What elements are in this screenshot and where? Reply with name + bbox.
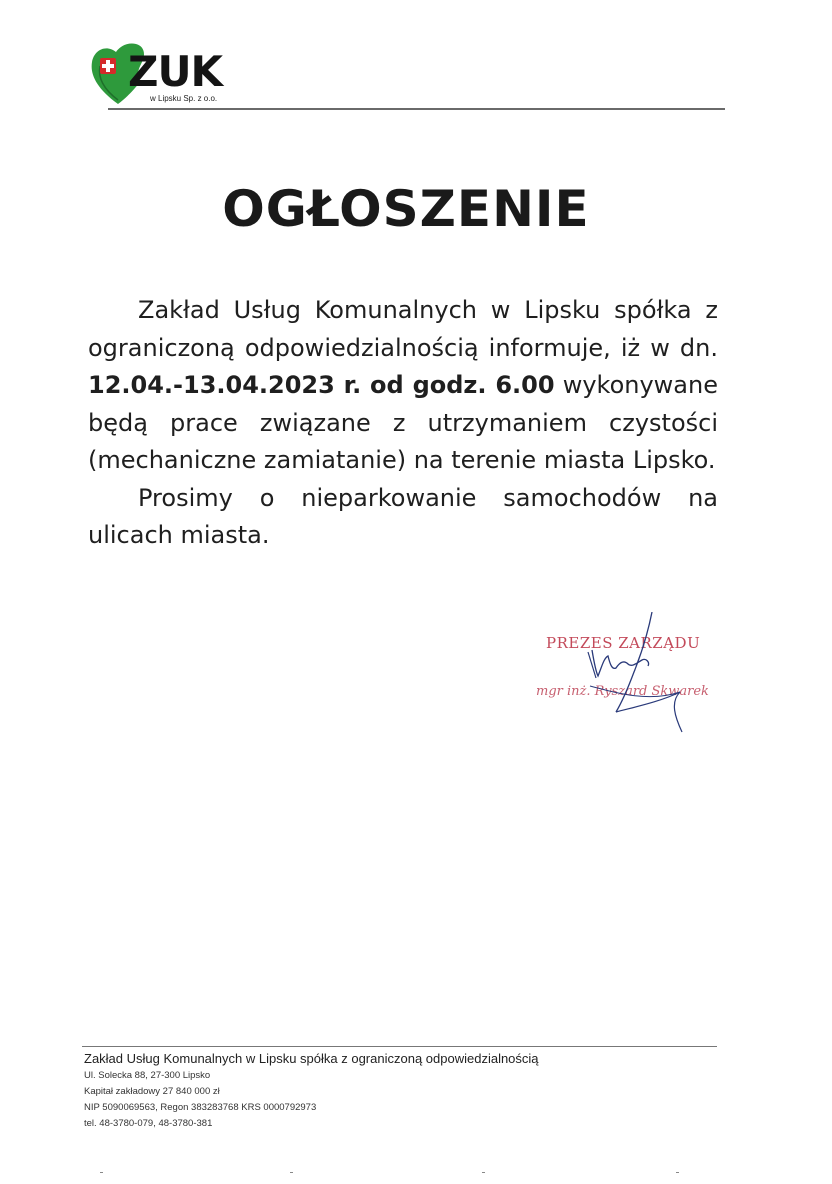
footer-company: Zakład Usług Komunalnych w Lipsku spółka z ograniczoną odpowiedzialnością xyxy=(84,1051,539,1066)
logo-subtext: w Lipsku Sp. z o.o. xyxy=(150,94,218,103)
footer-divider xyxy=(82,1046,717,1047)
company-logo xyxy=(88,40,248,110)
announcement-body xyxy=(88,292,718,555)
paragraph-1 xyxy=(88,292,718,480)
paragraph-1-intro: Zakład Usług Komunalnych w Lipsku spółka z ograniczoną odpowiedzialnością informuje, iż w dn. xyxy=(88,296,718,362)
scan-mark xyxy=(290,1172,293,1173)
paragraph-1-outro: wykonywane będą prace związane z utrzymaniem czystości (mechaniczne zamiatanie) na terenie miasta Lipsko. xyxy=(88,371,718,474)
page-title: OGŁOSZENIE xyxy=(222,180,590,238)
handwritten-signature xyxy=(530,612,730,737)
scan-mark xyxy=(100,1172,103,1173)
logo-text: ZUK xyxy=(128,47,223,96)
footer-registry: NIP 5090069563, Regon 383283768 KRS 0000792973 xyxy=(84,1102,317,1113)
date-emphasis: 12.04.-13.04.2023 r. od godz. 6.00 xyxy=(88,371,555,399)
footer-capital: Kapitał zakładowy 27 840 000 zł xyxy=(84,1086,220,1097)
header-divider xyxy=(108,108,725,110)
scan-mark xyxy=(676,1172,679,1173)
scan-mark xyxy=(482,1172,485,1173)
signature-stamp xyxy=(530,612,730,737)
stamp-name: mgr inż. Ryszard Skwarek xyxy=(536,684,709,699)
footer-address: Ul. Solecka 88, 27-300 Lipsko xyxy=(84,1070,211,1081)
footer-phone: tel. 48-3780-079, 48-3780-381 xyxy=(84,1118,213,1129)
stamp-title: PREZES ZARZĄDU xyxy=(546,634,701,652)
footer xyxy=(84,1050,539,1132)
paragraph-2: Prosimy o nieparkowanie samochodów na ulicach miasta. xyxy=(88,483,718,549)
